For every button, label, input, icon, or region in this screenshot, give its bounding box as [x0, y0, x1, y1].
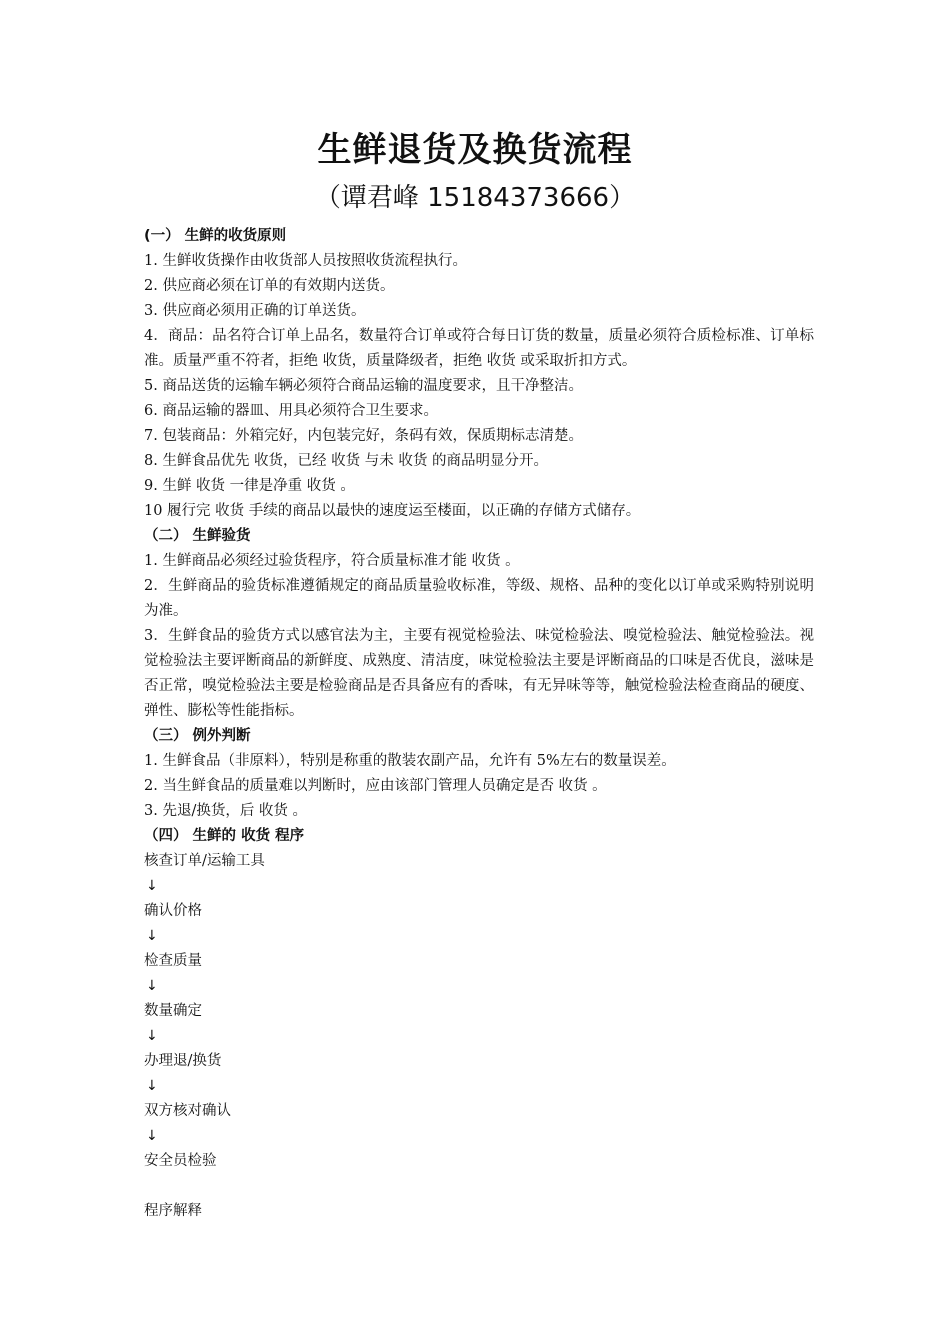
list-item: 1. 生鲜商品必须经过验货程序，符合质量标准才能 收货 。 [144, 553, 520, 569]
section-heading-receiving-principles: (一） 生鲜的收货原则 [144, 228, 287, 244]
arrow-down-icon: ↓ [146, 978, 158, 994]
list-item: 2．生鲜商品的验货标准遵循规定的商品质量验收标准，等级、规格、品种的变化以订单或采购特别说明为准。 [144, 578, 814, 619]
arrow-down-icon: ↓ [146, 1128, 158, 1144]
flow-step: 确认价格 [144, 903, 202, 919]
list-item: 3. 供应商必须用正确的订单送货。 [144, 303, 366, 319]
list-item: 6. 商品运输的器皿、用具必须符合卫生要求。 [144, 403, 438, 419]
flow-step: 数量确定 [144, 1003, 202, 1019]
flow-step: 双方核对确认 [144, 1103, 231, 1119]
document-body [144, 224, 814, 1224]
section-heading-receiving-procedure: （四） 生鲜的 收货 程序 [144, 828, 305, 844]
section-heading-exceptions: （三） 例外判断 [144, 728, 251, 744]
spacer [144, 1174, 814, 1199]
list-item: 3. 先退/换货，后 收货 。 [144, 803, 308, 819]
list-item: 2. 当生鲜食品的质量难以判断时，应由该部门管理人员确定是否 收货 。 [144, 778, 607, 794]
list-item: 5. 商品送货的运输车辆必须符合商品运输的温度要求，且干净整洁。 [144, 378, 583, 394]
list-item: 8. 生鲜食品优先 收货，已经 收货 与未 收货 的商品明显分开。 [144, 453, 548, 469]
list-item: 1. 生鲜食品（非原料），特别是称重的散装农副产品，允许有 5%左右的数量误差。 [144, 753, 676, 769]
list-item: 1. 生鲜收货操作由收货部人员按照收货流程执行。 [144, 253, 467, 269]
list-item: 4．商品：品名符合订单上品名，数量符合订单或符合每日订货的数量，质量必须符合质检标准、订单标准。质量严重不符者，拒绝 收货，质量降级者，拒绝 收货 或采取折扣方式。 [144, 328, 814, 369]
arrow-down-icon: ↓ [146, 878, 158, 894]
page-title: 生鲜退货及换货流程 [317, 130, 633, 170]
arrow-down-icon: ↓ [146, 1078, 158, 1094]
procedure-explanation-label: 程序解释 [144, 1203, 202, 1219]
page-subtitle: （谭君峰 15184373666） [314, 183, 636, 213]
flow-step: 安全员检验 [144, 1153, 217, 1169]
arrow-down-icon: ↓ [146, 928, 158, 944]
list-item: 3．生鲜食品的验货方式以感官法为主，主要有视觉检验法、味觉检验法、嗅觉检验法、触觉检验法。视觉检验法主要评断商品的新鲜度、成熟度、清洁度，味觉检验法主要是评断商品的口味是否优良，滋味是否正常，嗅觉检验法主要是检验商品是否具备应有的香味，有无异味等等，触觉检验法检查商品的硬度、弹性、膨松等性能指标。 [144, 628, 814, 719]
list-item: 7. 包装商品：外箱完好，内包装完好，条码有效，保质期标志清楚。 [144, 428, 583, 444]
flow-step: 检查质量 [144, 953, 202, 969]
list-item: 9. 生鲜 收货 一律是净重 收货 。 [144, 478, 355, 494]
flow-step: 核查订单/运输工具 [144, 853, 265, 869]
flow-step: 办理退/换货 [144, 1053, 222, 1069]
section-heading-inspection: （二） 生鲜验货 [144, 528, 251, 544]
arrow-down-icon: ↓ [146, 1028, 158, 1044]
list-item: 10 履行完 收货 手续的商品以最快的速度运至楼面，以正确的存储方式储存。 [144, 503, 641, 519]
list-item: 2. 供应商必须在订单的有效期内送货。 [144, 278, 395, 294]
